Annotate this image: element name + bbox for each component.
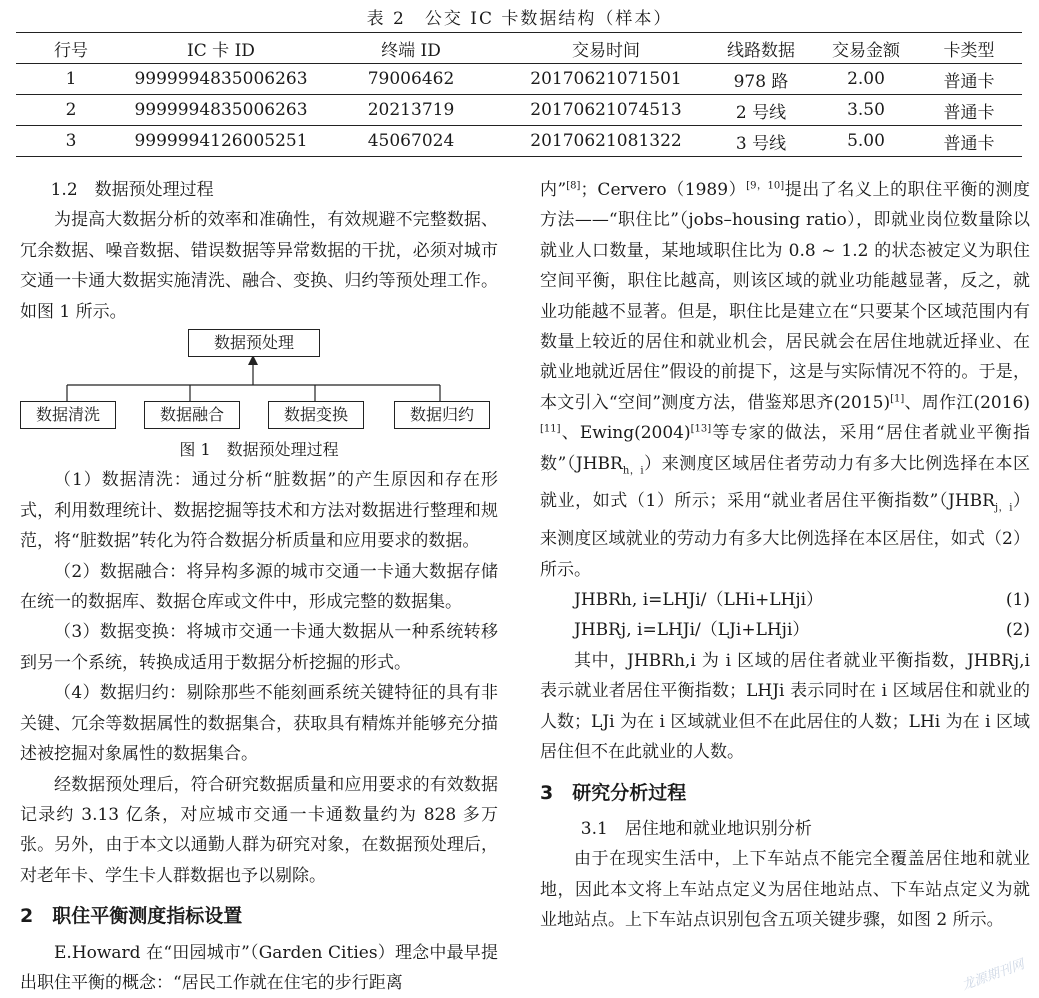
cell-card-type: 普通卡 [943, 133, 995, 154]
cell-amount: 2.00 [847, 69, 885, 89]
cell-terminal-id: 45067024 [367, 131, 455, 151]
table-header-row [16, 33, 1022, 64]
cell-line: 2 号线 [735, 102, 787, 123]
equation-1: JHBRh, i=LHJi/（LHi+LHji） (1) [574, 590, 1030, 611]
cell-card-type: 普通卡 [943, 102, 995, 123]
cell-line: 978 路 [733, 71, 789, 92]
th-trade-time: 交易时间 [572, 40, 640, 61]
paragraph: 内”[8]；Cervero（1989）[9，10]提出了名义上的职住平衡的测度方法——“职住比”（jobs–housing ratio），即就业岗位数量除以就业人口数量，某地域职住比为 0.8 ~ 1.2 的状态被定义为职住空间平衡，职住比越高，则该区域的就业功能越显著，反之，就业功能越不显著。但是，职住比是建立在“只要某个区域范围内有数量上较近的居住和就业机会，居民就会在居住地就近择业、在就业地就近居住”假设的前提下，这是与实际情况不符的。于是，本文引入“空间”测度方法，借鉴郑思齐(2015)[1]、周作江(2016)[11]、Ewing(2004)[13]等专家的做法，采用“居住者就业平衡指数$”(JHBR_{h,i})$来测度区域居住者劳动力有多大比例选择在本区就业，如式（1）所示；采用“就业者居住平衡指数$”(JHBR_{j,i})$来测度区域就业的劳动力有多大比例选择在本区居住，如式（2）所示。 [540, 180, 1031, 580]
paragraph: （3）数据变换：将城市交通一卡通大数据从一种系统转移到另一个系统，转换成适用于数据分析挖掘的形式。 [20, 622, 498, 673]
th-amount: 交易金额 [832, 40, 900, 61]
cell-card-type: 普通卡 [943, 71, 995, 92]
paragraph: 由于在现实生活中，上下车站点不能完全覆盖居住地和就业地，因此本文将上车站点定义为居住地站点、下车站点定义为就业地站点。上下车站点识别包含五项关键步骤，如图 2 所示。 [540, 849, 1030, 931]
ic-card-table [16, 32, 1022, 157]
box-cleaning: 数据清洗 [20, 401, 116, 429]
box-transform: 数据变换 [268, 401, 364, 429]
table-row [16, 126, 1022, 157]
section-2-title: 2 职住平衡测度指标设置 [20, 905, 243, 928]
section-1-2-title: 1.2 数据预处理过程 [50, 180, 214, 200]
cell-card-id: 9999994126005251 [134, 131, 308, 151]
figure-1-caption: 图 1 数据预处理过程 [179, 440, 339, 460]
right-column [540, 175, 1030, 936]
cell-terminal-id: 79006462 [367, 69, 455, 89]
box-fusion: 数据融合 [144, 401, 240, 429]
watermark: 龙源期刊网 [960, 957, 1027, 994]
table-row [16, 64, 1022, 95]
section-3-title: 3 研究分析过程 [540, 781, 687, 804]
cell-trade-time: 20170621074513 [530, 100, 682, 120]
th-card-type: 卡类型 [943, 40, 995, 61]
paragraph: E.Howard 在“田园城市”（Garden Cities）理念中最早提出职住平衡的概念：“居民工作就在住宅的步行距离 [20, 942, 498, 993]
cell-amount: 5.00 [847, 131, 885, 151]
equation-2: JHBRj, i=LHJi/（LJi+LHji） (2) [574, 620, 1030, 641]
th-line: 线路数据 [727, 40, 795, 61]
cell-row-no: 2 [65, 100, 77, 120]
section-3-1-title: 3.1 居住地和就业地识别分析 [580, 818, 812, 839]
cell-card-id: 9999994835006263 [134, 69, 308, 89]
paragraph: 经数据预处理后，符合研究数据质量和应用要求的有效数据记录约 3.13 亿条，对应城市交通一卡通数量约为 828 多万张。另外，由于本文以通勤人群为研究对象，在数据预处理后，对老年卡、学生卡人群数据也予以剔除。 [20, 774, 498, 886]
cell-row-no: 3 [65, 131, 77, 151]
cell-row-no: 1 [65, 69, 77, 89]
cell-trade-time: 20170621081322 [530, 131, 682, 151]
cell-card-id: 9999994835006263 [134, 100, 308, 120]
box-preprocess: 数据预处理 [188, 329, 320, 357]
paragraph: 为提高大数据分析的效率和准确性，有效规避不完整数据、冗余数据、噪音数据、错误数据等异常数据的干扰，必须对城市交通一卡通大数据实施清洗、融合、变换、归约等预处理工作。如图 1 所示。 [20, 210, 498, 322]
table-row [16, 95, 1022, 126]
paragraph: （4）数据归约：剔除那些不能刻画系统关键特征的具有非关键、冗余等数据属性的数据集合，获取具有精炼并能够充分描述被挖掘对象属性的数据集合。 [20, 683, 498, 765]
figure-1-diagram [20, 327, 498, 449]
th-card-id: IC 卡 ID [187, 40, 255, 61]
cell-amount: 3.50 [847, 100, 885, 120]
th-row-no: 行号 [54, 40, 88, 61]
table-caption: 表 2 公交 IC 卡数据结构（样本） [366, 9, 673, 29]
paragraph: （2）数据融合：将异构多源的城市交通一卡通大数据存储在统一的数据库、数据仓库或文件中，形成完整的数据集。 [20, 561, 498, 613]
cell-trade-time: 20170621071501 [530, 69, 682, 89]
box-reduction: 数据归约 [394, 401, 490, 429]
paragraph: 其中，JHBRh,i 为 i 区域的居住者就业平衡指数，JHBRj,i 表示就业者居住平衡指数；LHJi 表示同时在 i 区域居住和就业的人数；LJi 为在 i 区域就业但不在此居住的人数；LHi 为在 i 区域居住但不在此就业的人数。 [540, 650, 1030, 763]
cell-terminal-id: 20213719 [367, 100, 455, 120]
th-terminal-id: 终端 ID [381, 40, 441, 61]
cell-line: 3 号线 [735, 133, 787, 154]
left-column [20, 175, 498, 998]
paragraph: （1）数据清洗：通过分析“脏数据”的产生原因和存在形式，利用数理统计、数据挖掘等技术和方法对数据进行整理和规范，将“脏数据”转化为符合数据分析质量和应用要求的数据。 [20, 470, 498, 552]
